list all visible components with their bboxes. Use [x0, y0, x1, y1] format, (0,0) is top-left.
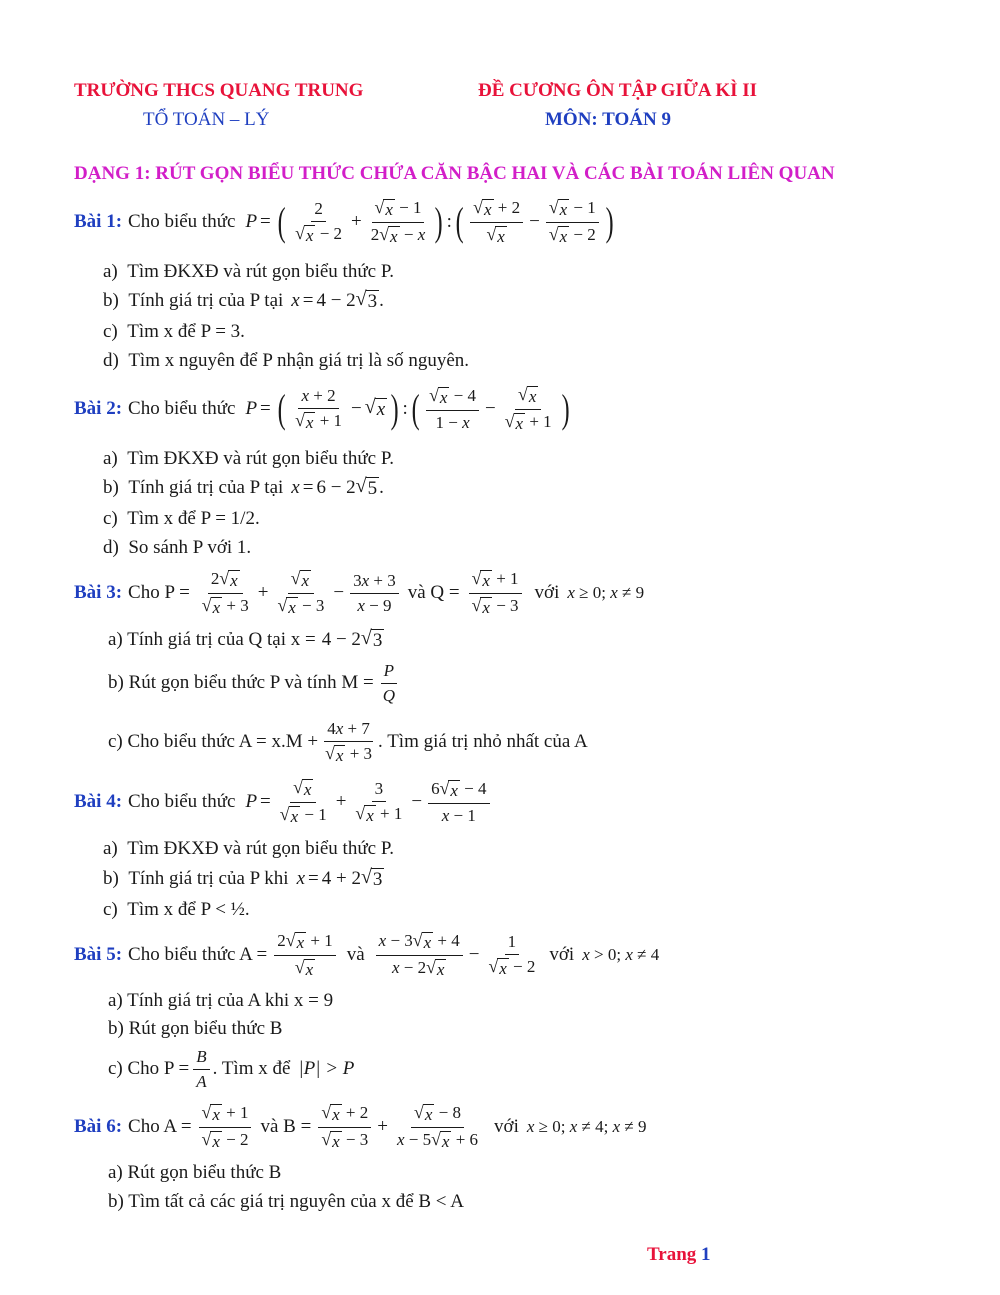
- problem-1-item-a: a) Tìm ĐKXĐ và rút gọn biểu thức P.: [103, 261, 395, 282]
- problem-3-and: và Q =: [407, 582, 460, 603]
- problem-6-and: và B =: [260, 1116, 312, 1137]
- problem-2-label: Bài 2:: [74, 398, 123, 419]
- problem-5-item-a: a) Tính giá trị của A khi x = 9: [108, 990, 334, 1011]
- problem-1-statement: [74, 194, 617, 250]
- section-title: DẠNG 1: RÚT GỌN BIỂU THỨC CHỨA CĂN BẬC HAI VÀ CÁC BÀI TOÁN LIÊN QUAN: [74, 163, 835, 184]
- problem-1-item-b: b) Tính giá trị của P tại x = 4 − 2 √ 3 .: [103, 288, 384, 312]
- problem-6-item-a: a) Rút gọn biểu thức B: [108, 1162, 282, 1183]
- problem-2-item-a: a) Tìm ĐKXĐ và rút gọn biểu thức P.: [103, 448, 395, 469]
- problem-1-label: Bài 1:: [74, 211, 123, 232]
- problem-6-intro: Cho A =: [128, 1116, 192, 1137]
- problem-1-item-c: c) Tìm x để P = 3.: [103, 321, 245, 342]
- page-number: 1: [701, 1244, 711, 1265]
- problem-3-label: Bài 3:: [74, 582, 123, 603]
- problem-2-item-c: c) Tìm x để P = 1/2.: [103, 508, 260, 529]
- page-footer: [647, 1244, 711, 1266]
- problem-2-item-d: d) So sánh P với 1.: [103, 537, 252, 558]
- problem-3-item-c: c) Cho biểu thức A = x.M + 4x + 7 √ x + 3 . Tìm giá trị nhỏ nhất của A: [108, 718, 588, 765]
- department-name: TỔ TOÁN – LÝ: [143, 109, 270, 130]
- problem-6-with: với: [494, 1116, 519, 1137]
- problem-3-formula-p: 2 √ x √ x + 3 + √ x √ x − 3 − $\frac{3x + 3}{x - 9}$: [196, 569, 402, 617]
- problem-4-intro: Cho biểu thức: [128, 791, 236, 812]
- problem-5-item-c: c) Cho P = $\frac{B}{A}$ . Tìm x để |P| > P: [108, 1046, 355, 1091]
- problem-5-with: với: [549, 944, 575, 965]
- problem-3-with: với: [534, 582, 560, 603]
- problem-5-formula-a: 2 √ x + 1 √ x: [271, 931, 338, 979]
- problem-6-statement: [74, 1100, 646, 1154]
- problem-4-item-c: c) Tìm x để P < ½.: [103, 899, 250, 920]
- problem-4-statement: [74, 775, 493, 829]
- problem-2-statement: [74, 381, 573, 437]
- subject-title: MÔN: TOÁN 9: [545, 109, 671, 130]
- problem-2-item-b: b) Tính giá trị của P tại x = 6 − 2 √ 5 .: [103, 475, 384, 499]
- problem-4-label: Bài 4:: [74, 791, 123, 812]
- problem-3-item-a: a) Tính giá trị của Q tại x = 4 − 2 √ 3: [108, 627, 383, 651]
- problem-1-formula: P = ( 2 √ x − 2 + √ x − 1 2 √ x − x ) : ( √ x + 2 √ x − √ x − 1 √ x − 2 ): [245, 196, 614, 246]
- problem-3-statement: [74, 566, 644, 620]
- problem-5-statement: [74, 928, 659, 982]
- problem-2-formula: P = ( x + 2 √ x + 1 − √ x ) : ( √ x − 4 1 − x − √ x √ x + 1 ): [245, 383, 570, 433]
- problem-3-condition: x ≥ 0; x ≠ 9: [567, 583, 645, 602]
- page-label: Trang: [647, 1244, 697, 1265]
- problem-6-label: Bài 6:: [74, 1116, 123, 1137]
- school-name: TRƯỜNG THCS QUANG TRUNG: [74, 80, 364, 101]
- problem-5-condition: x > 0; x ≠ 4: [582, 945, 660, 964]
- problem-6-item-b: b) Tìm tất cả các giá trị nguyên của x để B < A: [108, 1191, 464, 1212]
- problem-5-and: và: [346, 944, 365, 965]
- problem-2-intro: Cho biểu thức: [128, 398, 236, 419]
- exam-title: ĐỀ CƯƠNG ÔN TẬP GIỮA KÌ II: [478, 80, 758, 101]
- problem-3-item-b: b) Rút gọn biểu thức P và tính M = $\frac{P}{Q}$: [108, 658, 401, 708]
- problem-5-formula-b: x − 3 √ x + 4 x − 2 √ x − 1 √ x − 2: [373, 931, 542, 979]
- problem-5-intro: Cho biểu thức A =: [128, 944, 268, 965]
- problem-3-intro: Cho P =: [128, 582, 190, 603]
- problem-6-condition: x ≥ 0; x ≠ 4; x ≠ 9: [526, 1117, 647, 1136]
- problem-6-formula-a: √ x + 1 √ x − 2: [196, 1103, 255, 1151]
- problem-1-item-d: d) Tìm x nguyên để P nhận giá trị là số nguyên.: [103, 350, 470, 371]
- problem-4-formula: P = √ x √ x − 1 + 3 √ x + 1 − 6 √ x − 4 x − 1: [245, 778, 492, 826]
- problem-5-item-b: b) Rút gọn biểu thức B: [108, 1018, 283, 1039]
- problem-6-formula-b: √ x + 2 √ x − 3 + √ x − 8 x − 5 √ x + 6: [315, 1103, 484, 1151]
- problem-5-label: Bài 5:: [74, 944, 123, 965]
- problem-4-item-a: a) Tìm ĐKXĐ và rút gọn biểu thức P.: [103, 838, 395, 859]
- problem-3-formula-q: √ x + 1 √ x − 3: [466, 569, 525, 617]
- problem-4-item-b: b) Tính giá trị của P khi x = 4 + 2 √ 3: [103, 866, 383, 890]
- problem-1-intro: Cho biểu thức: [128, 211, 236, 232]
